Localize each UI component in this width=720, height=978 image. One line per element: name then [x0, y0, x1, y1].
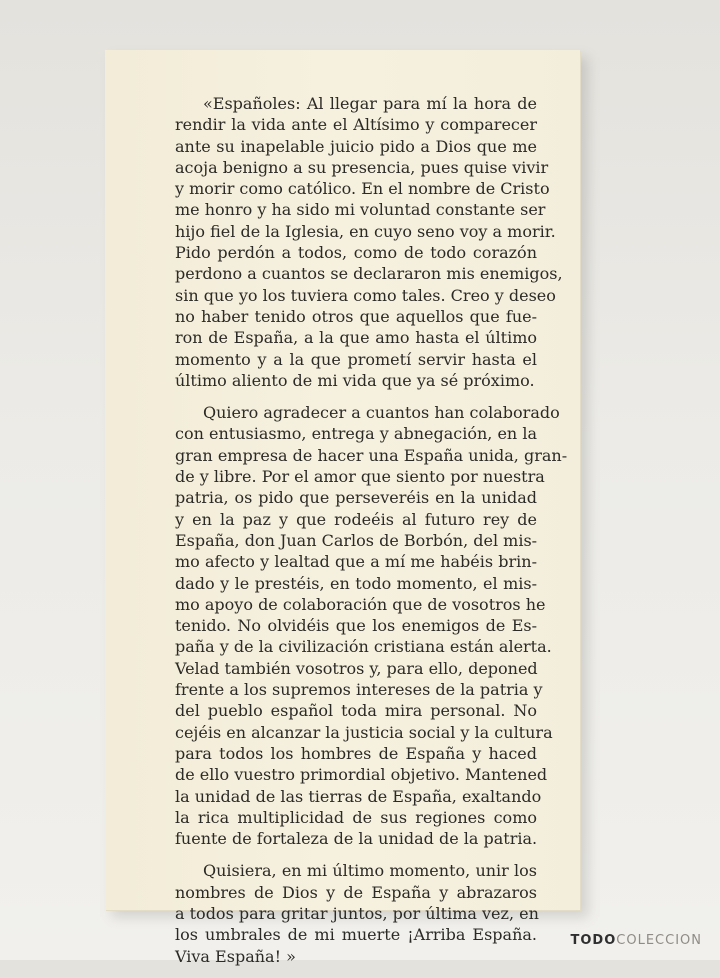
text-line: de ello vuestro primordial objetivo. Mantened: [175, 765, 548, 785]
text-line: nombres de Dios y de España y abrazaros: [175, 882, 537, 902]
watermark-part-2: COLECCION: [616, 933, 702, 948]
text-line: «Españoles: Al llegar para mí la hora de: [203, 94, 537, 113]
text-line: paña y de la civilización cristiana están alerta.: [175, 637, 552, 657]
text-line: Pido perdón a todos, como de todo corazón: [175, 243, 537, 263]
text-line: momento y a la que prometí servir hasta el: [175, 349, 537, 369]
text-line: fuente de fortaleza de la unidad de la patria.: [175, 829, 538, 849]
text-line: mo apoyo de colaboración que de vosotros he: [175, 594, 546, 614]
text-line: me honro y ha sido mi voluntad constante ser: [175, 200, 546, 220]
text-line: no haber tenido otros que aquellos que fue-: [175, 306, 537, 326]
text-line: con entusiasmo, entrega y abnegación, en la: [175, 424, 537, 444]
paragraph-3: [147, 860, 537, 966]
text-line: tenido. No olvidéis que los enemigos de Es-: [175, 616, 537, 636]
text-line: Quisiera, en mi último momento, unir los: [203, 861, 537, 881]
text-line: último aliento de mi vida que ya sé próximo.: [175, 370, 535, 390]
text-line: cejéis en alcanzar la justicia social y la cultura: [175, 722, 553, 742]
text-line: Viva España! »: [175, 946, 296, 966]
text-line: y morir como católico. En el nombre de Cristo: [175, 179, 550, 199]
text-line: sin que yo los tuviera como tales. Creo y deseo: [175, 285, 556, 305]
text-line: mo afecto y lealtad que a mí me habéis brin-: [175, 552, 537, 572]
text-line: gran empresa de hacer una España unida, gran-: [175, 445, 568, 465]
text-line: perdono a cuantos se declararon mis enemigos,: [175, 264, 563, 284]
text-line: acoja benigno a su presencia, pues quise vivir: [175, 157, 549, 177]
text-line: Velad también vosotros y, para ello, deponed: [175, 658, 538, 678]
paragraph-1: [147, 93, 563, 391]
text-line: patria, os pido que perseveréis en la unidad: [175, 488, 537, 508]
text-line: del pueblo español toda mira personal. No: [175, 701, 537, 721]
text-line: frente a los supremos intereses de la patria y: [175, 680, 543, 700]
text-line: para todos los hombres de España y haced: [175, 743, 537, 763]
text-line: la unidad de las tierras de España, exaltando: [175, 786, 542, 806]
text-line: de y libre. Por el amor que siento por nuestra: [175, 467, 545, 487]
watermark: [571, 933, 702, 948]
text-line: hijo fiel de la Iglesia, en cuyo seno voy a morir.: [175, 221, 556, 241]
printed-card: [105, 50, 580, 966]
text-line: dado y le prestéis, en todo momento, el mis-: [175, 573, 537, 593]
text-line: los umbrales de mi muerte ¡Arriba España.: [175, 925, 537, 945]
text-line: a todos para gritar juntos, por última vez, en: [175, 903, 539, 923]
text-line: rendir la vida ante el Altísimo y comparecer: [175, 115, 537, 135]
paragraph-2: [147, 402, 568, 849]
text-line: y en la paz y que rodeéis al futuro rey de: [175, 509, 537, 529]
text-line: ante su inapelable juicio pido a Dios que me: [175, 136, 537, 156]
text-line: Quiero agradecer a cuantos han colaborado: [203, 403, 560, 423]
text-line: la rica multiplicidad de sus regiones como: [175, 807, 537, 827]
watermark-part-1: TODO: [570, 933, 617, 948]
text-line: España, don Juan Carlos de Borbón, del mis-: [175, 530, 538, 550]
text-line: ron de España, a la que amo hasta el último: [175, 328, 537, 348]
document-text: [147, 93, 568, 978]
